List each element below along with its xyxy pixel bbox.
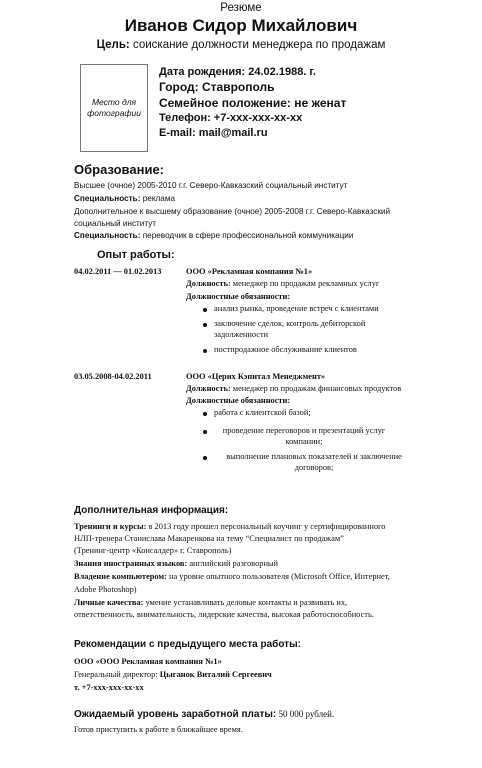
career-goal — [0, 39, 482, 51]
trainings-line-2: НЛП-тренера Станислава Макаренкова на тему “Специалист по продажам” — [74, 534, 344, 543]
trainings-line-3: (Тренинг-центр «Консалдер» г. Ставрополь) — [74, 546, 232, 555]
additional-title: Дополнительная информация: — [74, 505, 229, 516]
city: Город: Ставрополь — [159, 80, 275, 94]
bullet-icon — [203, 308, 207, 312]
job-2-duty-2: проведение переговоров и презентаций услуг компании; — [222, 426, 386, 446]
bullet-icon — [203, 456, 207, 460]
job-2-company: ООО «Церих Кэпитал Менеджмент» — [186, 372, 326, 381]
computer-skills-line-2: Adobe Photoshop) — [74, 585, 137, 594]
education-title: Образование: — [74, 162, 165, 177]
birth-date: Дата рождения: 24.02.1988. г. — [159, 66, 316, 78]
education-line-2b: социальный институт — [74, 219, 157, 228]
bullet-icon — [203, 412, 207, 416]
bullet-icon — [203, 430, 207, 434]
job-1-duty-2: заключение сделок, контроль дебиторской задолженности — [214, 319, 366, 339]
personal-qualities-line-2: ответственность, внимательность, лидерские качества, высокая работоспособность. — [74, 610, 374, 619]
family-status: Семейное положение: не женат — [159, 96, 347, 110]
computer-skills-line-1: Владение компьютером: на уровне опытного пользователя (Microsoft Office, Интернет, — [74, 572, 390, 581]
recommendations-director: Генеральный директор: Цыганок Виталий Сергеевич — [74, 670, 272, 679]
education-specialty-2: Специальность: переводчик в сфере профессиональной коммуникации — [74, 231, 354, 240]
document-label: Резюме — [220, 2, 262, 14]
start-ready-text: Готов приступить к работе в ближайшее время. — [74, 725, 243, 734]
languages: Знания иностранных языков: английский разговорный — [74, 559, 279, 568]
job-2-duty-3: выполнение плановых показателей и заключение договоров; — [226, 452, 402, 472]
recommendations-company: ООО «ООО Рекламная компания №1» — [74, 657, 222, 666]
photo-placeholder-text: Место для фотографии — [87, 97, 141, 118]
job-1-duty-3: постпродажное обслуживание клиентов — [214, 345, 357, 354]
job-1-duties-label: Должностные обязанности: — [186, 292, 291, 301]
job-2-duties-label: Должностные обязанности: — [186, 396, 291, 405]
phone: Телефон: +7-xxx-xxx-xx-xx — [159, 112, 303, 124]
education-specialty-1: Специальность: реклама — [74, 194, 176, 203]
recommendations-title: Рекомендации с предыдущего места работы: — [74, 639, 301, 650]
goal-text: соискание должности менеджера по продажам — [132, 39, 386, 51]
goal-label: Цель: — [96, 39, 130, 51]
bullet-icon — [203, 349, 207, 353]
education-line-2a: Дополнительное к высшему образование (очное) 2005-2008 г.г. Северо-Кавказский — [74, 207, 391, 216]
recommendations-phone: т. +7-xxx-xxx-xx-xx — [74, 683, 144, 692]
job-2-dates: 03.05.2008-04.02.2011 — [74, 372, 152, 381]
personal-qualities-line-1: Личные качества: умение устанавливать деловые контакты и развивать их, — [74, 598, 348, 607]
trainings-line-1: Тренинги и курсы: в 2013 году прошел персональный коучинг у сертифицированного — [74, 522, 386, 531]
job-1-dates: 04.02.2011 — 01.02.2013 — [74, 267, 162, 276]
email: E-mail: mail@mail.ru — [159, 127, 268, 139]
candidate-name: Иванов Сидор Михайлович — [124, 16, 358, 35]
job-2-duty-1: работа с клиентской базой; — [214, 408, 311, 417]
experience-title: Опыт работы: — [97, 249, 175, 261]
job-1-duty-1: анализ рынка, проведение встреч с клиентами — [214, 304, 379, 313]
photo-placeholder — [80, 64, 148, 152]
salary-line: Ожидаемый уровень заработной платы: 50 000 рублей. — [74, 709, 335, 720]
bullet-icon — [203, 323, 207, 327]
job-1-company: ООО «Рекламная компания №1» — [186, 267, 313, 276]
job-2-position: Должность: менеджер по продажам финансовых продуктов — [186, 384, 402, 393]
education-line-1: Высшее (очное) 2005-2010 г.г. Северо-Кавказский социальный институт — [74, 181, 348, 190]
job-1-position: Должность: менеджер по продажам рекламных услуг — [186, 279, 380, 288]
